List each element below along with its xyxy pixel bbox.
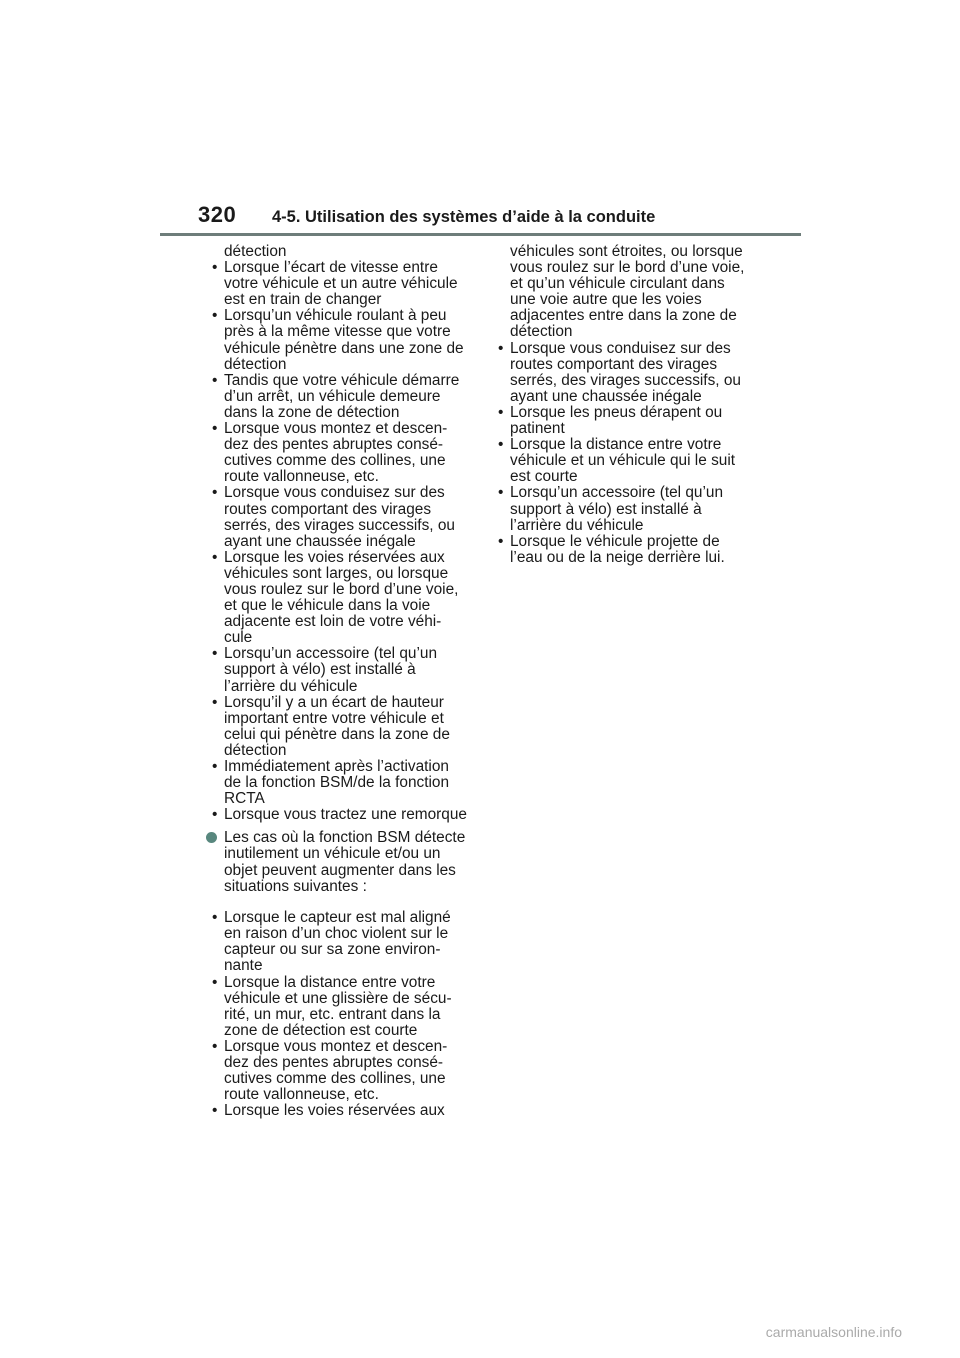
- bullet-dot: •: [212, 548, 218, 566]
- list-item: • Lorsqu’un accessoire (tel qu’un support à vélo) est installé à l’arrière du véhicule: [212, 645, 438, 695]
- bullet-dot: •: [212, 973, 218, 991]
- left-column: [206, 244, 468, 1119]
- bullet-dot: •: [212, 693, 218, 711]
- list-item: • Lorsque le véhicule projette de l’eau ou de la neige derrière lui.: [498, 532, 725, 566]
- bullet-dot: •: [212, 758, 218, 775]
- circle-bullet-icon: [206, 832, 217, 843]
- continuation-text: détection: [224, 243, 287, 260]
- bullet-dot: •: [212, 806, 218, 824]
- bullet-dot: •: [212, 1102, 218, 1120]
- bullet-dot: •: [212, 259, 218, 277]
- bullet-dot: •: [212, 484, 218, 502]
- bullet-dot: •: [212, 371, 218, 389]
- right-column: [492, 244, 754, 566]
- section-title: 4-5. Utilisation des systèmes d’aide à la conduite: [272, 208, 656, 226]
- list-item: • Lorsque vous tractez une remorque: [212, 806, 467, 824]
- bullet-dot: •: [498, 403, 504, 421]
- list-item: • Lorsque vous montez et descen-dez des pentes abruptes consé-cutives comme des collines, une route vallonneuse, etc.: [212, 420, 448, 486]
- list-item: • Lorsque le capteur est mal aligné en raison d’un choc violent sur le capteur ou sur sa zone environ-nante: [212, 909, 451, 975]
- list-item: • Lorsque vous conduisez sur des routes comportant des virages serrés, des virages successifs, ou ayant une chaussée inégale: [498, 339, 741, 405]
- list-item: • Lorsque l’écart de vitesse entre votre véhicule et un autre véhicule est en train de changer: [212, 259, 458, 309]
- list-item: • Lorsque les voies réservées aux: [212, 1102, 445, 1120]
- list-item: • Lorsqu’un accessoire (tel qu’un support à vélo) est installé à l’arrière du véhicule: [498, 484, 724, 534]
- continuation-text: véhicules sont étroites, ou lorsque vous roulez sur le bord d’une voie, et qu’un véhicule circulant dans une voie autre que les voies adjacentes entre dans la zone de détection: [510, 243, 745, 341]
- list-item: • Tandis que votre véhicule démarre d’un arrêt, un véhicule demeure dans la zone de détection: [212, 371, 460, 421]
- bullet-dot: •: [498, 339, 504, 357]
- list-item: • Lorsque les pneus dérapent ou patinent: [498, 403, 723, 438]
- watermark-logo: carmanualsonline.info: [765, 1324, 902, 1340]
- bullet-dot: •: [212, 307, 218, 325]
- list-item: • Immédiatement après l’activation de la fonction BSM/de la fonction RCTA: [212, 758, 450, 808]
- bullet-dot: •: [212, 420, 218, 438]
- bullet-dot: •: [498, 532, 504, 550]
- bullet-dot: •: [212, 1037, 218, 1055]
- bullet-dot: •: [498, 436, 504, 454]
- list-item: • Lorsqu’il y a un écart de hauteur important entre votre véhicule et celui qui pénètre dans la zone de détection: [212, 693, 450, 759]
- list-item: • Lorsque vous montez et descen-dez des pentes abruptes consé-cutives comme des collines, une route vallonneuse, etc.: [212, 1037, 448, 1104]
- bullet-dot: •: [498, 484, 504, 502]
- list-item: • Lorsque la distance entre votre véhicule et une glissière de sécu-rité, un mur, etc. entrant dans la zone de détection est courte: [212, 973, 452, 1039]
- lead-paragraph: Les cas où la fonction BSM détecte inutilement un véhicule et/ou un objet peuvent augmenter dans les situations suivantes :: [206, 830, 468, 894]
- bullet-dot: •: [212, 909, 218, 927]
- page-number: 320: [198, 202, 237, 227]
- list-item: • Lorsque les voies réservées aux véhicules sont larges, ou lorsque vous roulez sur le bord d’une voie, et que le véhicule dans la voie adjacente est loin de votre véhi-cule: [212, 548, 459, 647]
- list-item: • Lorsqu’un véhicule roulant à peu près à la même vitesse que votre véhicule pénètre dans une zone de détection: [212, 307, 464, 373]
- list-item: • Lorsque la distance entre votre véhicule et un véhicule qui le suit est courte: [498, 436, 736, 486]
- bullet-dot: •: [212, 645, 218, 663]
- list-item: • Lorsque vous conduisez sur des routes comportant des virages serrés, des virages successifs, ou ayant une chaussée inégale: [212, 484, 455, 550]
- header-rule: [160, 233, 801, 236]
